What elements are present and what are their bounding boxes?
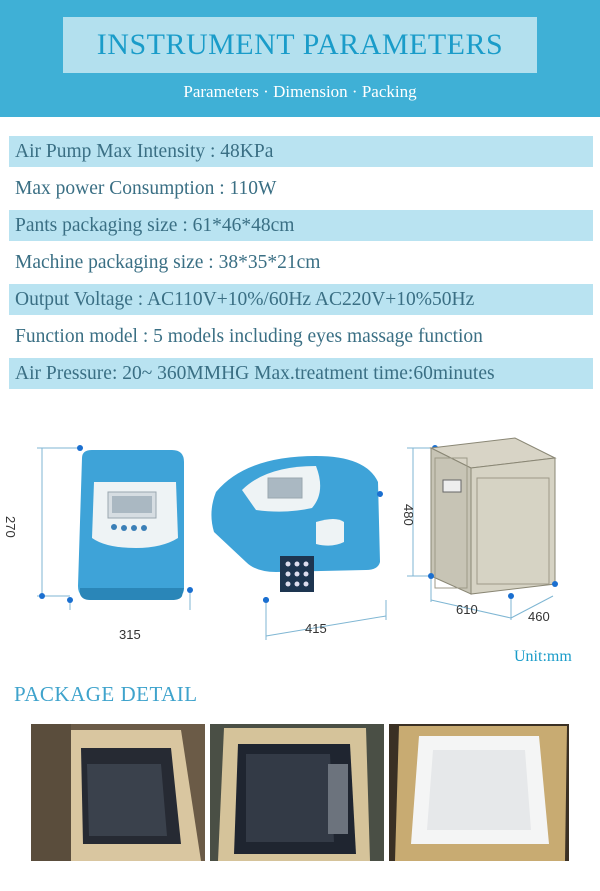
page-title: INSTRUMENT PARAMETERS [96, 28, 504, 61]
side-dimension-lines [262, 596, 392, 646]
param-power: Max power Consumption : 110W [15, 178, 277, 199]
param-machine-packaging: Machine packaging size : 38*35*21cm [15, 252, 321, 273]
param-pants-packaging: Pants packaging size : 61*46*48cm [9, 210, 593, 241]
package-detail-title: PACKAGE DETAIL [14, 682, 198, 706]
page-subtitle: Parameters · Dimension · Packing [183, 82, 417, 101]
param-air-pump: Air Pump Max Intensity : 48KPa [9, 136, 593, 167]
param-output-voltage: Output Voltage : AC110V+10%/60Hz AC220V+10%50Hz [9, 284, 593, 315]
parameter-list [9, 136, 593, 395]
package-photo-3 [389, 724, 569, 861]
param-air-pressure: Air Pressure: 20~ 360MMHG Max.treatment time:60minutes [9, 358, 593, 389]
package-photo-2 [210, 724, 384, 861]
shipping-box-image [405, 434, 580, 624]
side-machine-image [206, 452, 386, 602]
box-width-label: 610 [456, 602, 478, 617]
param-function-model: Function model : 5 models including eyes massage function [15, 326, 483, 347]
front-machine-image [72, 448, 197, 603]
unit-label: Unit:mm [514, 648, 572, 665]
header-banner [0, 0, 600, 117]
side-depth-label: 415 [305, 621, 327, 636]
front-height-label: 270 [3, 516, 18, 538]
box-depth-label: 460 [528, 609, 550, 624]
box-height-label: 480 [401, 504, 416, 526]
front-width-label: 315 [119, 627, 141, 642]
title-box [63, 17, 537, 73]
package-photo-1 [31, 724, 205, 861]
